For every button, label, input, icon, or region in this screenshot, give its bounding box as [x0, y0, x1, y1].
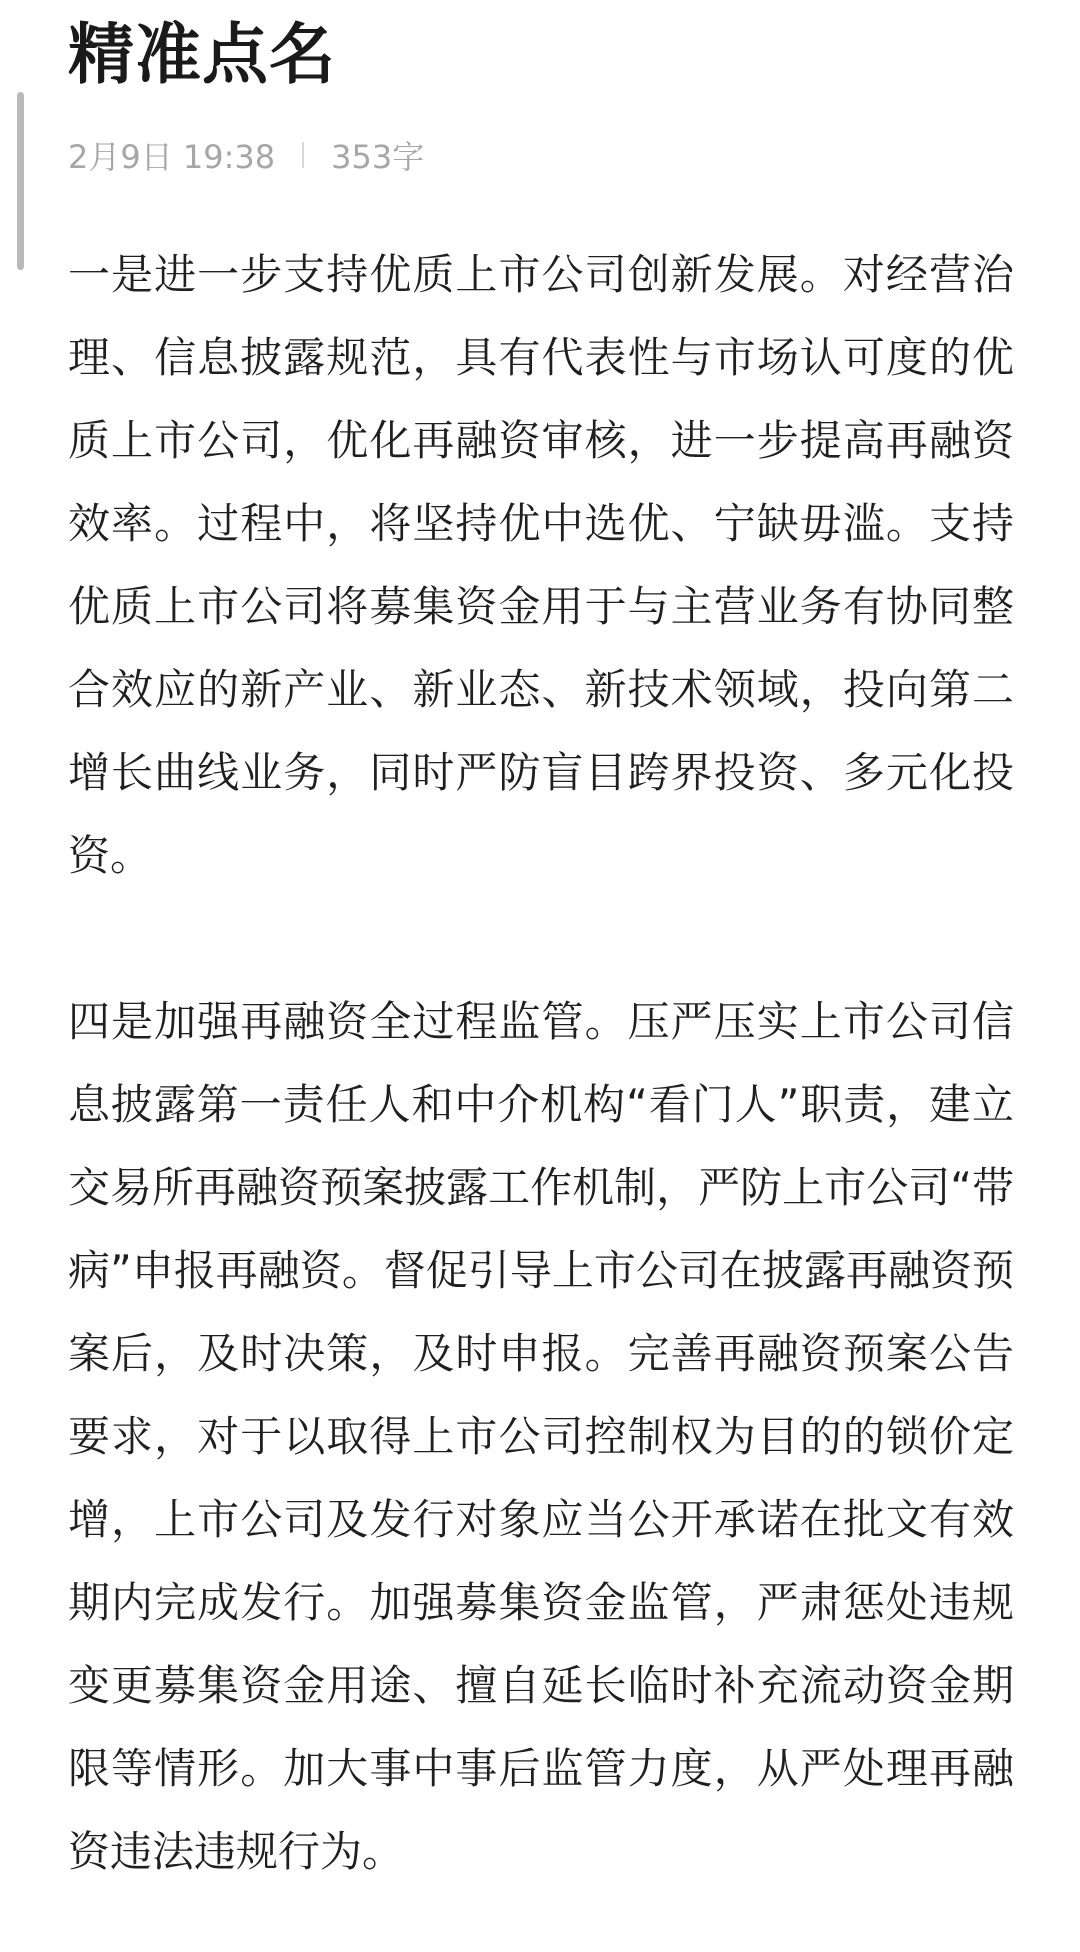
note-title[interactable]: 精准点名	[68, 16, 336, 93]
note-date: 2月9日 19:38	[68, 138, 276, 176]
note-meta	[68, 135, 1014, 175]
note-word-count: 353字	[331, 138, 425, 176]
scroll-indicator[interactable]	[17, 92, 24, 270]
note-paragraph[interactable]: 四是加强再融资全过程监管。压严压实上市公司信息披露第一责任人和中介机构“看门人”职责，建立交易所再融资预案披露工作机制，严防上市公司“带病”申报再融资。督促引导上市公司在披露再融资预案后，及时决策，及时申报。完善再融资预案公告要求，对于以取得上市公司控制权为目的的锁价定增，上市公司及发行对象应当公开承诺在批文有效期内完成发行。加强募集资金监管，严肃惩处违规变更募集资金用途、擅自延长临时补充流动资金期限等情形。加大事中事后监管力度，从严处理再融资违法违规行为。	[68, 997, 1014, 1876]
meta-divider	[302, 142, 304, 168]
note-body[interactable]	[68, 233, 1014, 1893]
note-content	[68, 0, 1014, 1893]
paragraph-gap	[68, 897, 1014, 980]
note-paragraph[interactable]: 一是进一步支持优质上市公司创新发展。对经营治理、信息披露规范，具有代表性与市场认可度的优质上市公司，优化再融资审核，进一步提高再融资效率。过程中，将坚持优中选优、宁缺毋滥。支持优质上市公司将募集资金用于与主营业务有协同整合效应的新产业、新业态、新技术领域，投向第二增长曲线业务，同时严防盲目跨界投资、多元化投资。	[68, 250, 1014, 880]
